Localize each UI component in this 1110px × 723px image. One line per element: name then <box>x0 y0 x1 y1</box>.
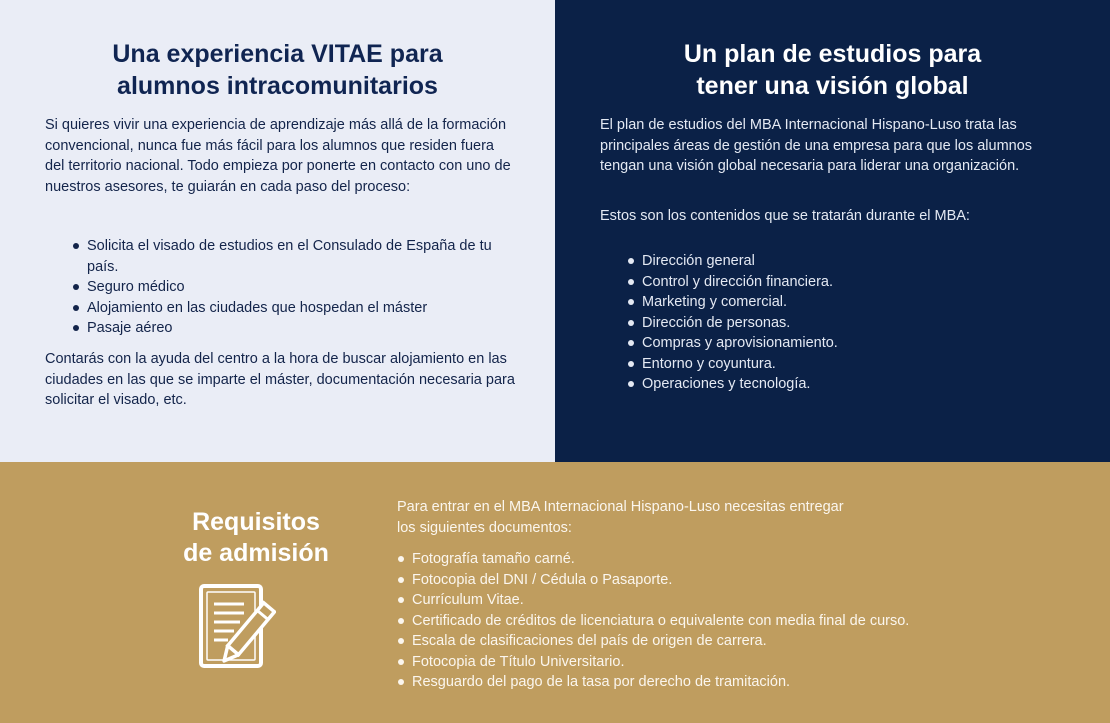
bullet-icon <box>73 325 79 331</box>
bullet-icon <box>398 638 404 644</box>
admission-title-line2: de admisión <box>183 539 329 567</box>
study-plan-title-line2: tener una visión global <box>696 72 969 100</box>
list-item-text: Dirección de personas. <box>642 314 791 331</box>
bullet-icon <box>628 340 634 346</box>
intracommunity-title-line1: Una experiencia VITAE para <box>112 40 443 68</box>
list-item <box>627 333 1067 354</box>
bullet-icon <box>398 597 404 603</box>
document-pencil-icon <box>196 582 276 674</box>
list-item-text: Pasaje aéreo <box>87 320 173 336</box>
list-item <box>397 570 1037 591</box>
list-item-text: Fotocopia del DNI / Cédula o Pasaporte. <box>412 571 673 588</box>
list-item <box>627 313 1067 334</box>
list-item <box>397 672 1037 693</box>
list-item <box>397 590 1037 611</box>
list-item <box>627 272 1067 293</box>
list-item <box>72 318 522 339</box>
bullet-icon <box>73 305 79 311</box>
bullet-icon <box>628 299 634 305</box>
list-item-text: Escala de clasificaciones del país de origen de carrera. <box>412 633 767 649</box>
bullet-icon <box>398 659 404 665</box>
admission-intro-line2: los siguientes documentos: <box>397 519 572 536</box>
bullet-icon <box>628 361 634 367</box>
list-item-text: Solicita el visado de estudios en el Consulado de España de tu país. <box>87 238 492 275</box>
intracommunity-title-line2: alumnos intracomunitarios <box>117 72 438 100</box>
list-item-text: Entorno y coyuntura. <box>642 355 776 372</box>
admission-intro <box>397 497 957 538</box>
list-item <box>397 611 1037 632</box>
bullet-icon <box>73 284 79 290</box>
admission-documents-list <box>397 549 1037 693</box>
intracommunity-intro: Si quieres vivir una experiencia de aprendizaje más allá de la formación convencional, nunca fue más fácil para los alumnos que residen fuera del territorio nacional. Todo empieza por ponerte en contacto con uno de nuestros asesores, te guiarán en cada paso del proceso: <box>45 117 511 195</box>
list-item-text: Resguardo del pago de la tasa por derecho de tramitación. <box>412 674 791 690</box>
admission-intro-line1: Para entrar en el MBA Internacional Hispano-Luso necesitas entregar <box>397 499 844 515</box>
admission-title-line1: Requisitos <box>192 508 320 536</box>
list-item-text: Fotografía tamaño carné. <box>412 551 575 567</box>
bullet-icon <box>628 320 634 326</box>
list-item-text: Fotocopia de Título Universitario. <box>412 653 625 670</box>
study-plan-title <box>595 38 1070 102</box>
study-plan-contents-intro: Estos son los contenidos que se tratarán durante el MBA: <box>600 208 970 224</box>
list-item-text: Certificado de créditos de licenciatura o equivalente con media final de curso. <box>412 612 910 629</box>
list-item <box>397 631 1037 652</box>
bullet-icon <box>628 279 634 285</box>
intracommunity-title <box>40 38 515 102</box>
list-item <box>627 251 1067 272</box>
list-item-text: Operaciones y tecnología. <box>642 376 811 392</box>
bullet-icon <box>398 679 404 685</box>
intracommunity-outro: Contarás con la ayuda del centro a la hora de buscar alojamiento en las ciudades en las que se imparte el máster, documentación necesaria para solicitar el visado, etc. <box>45 351 515 408</box>
bullet-icon <box>398 577 404 583</box>
list-item-text: Alojamiento en las ciudades que hospedan el máster <box>87 299 428 316</box>
list-item <box>397 652 1037 673</box>
study-plan-contents-list <box>627 251 1067 395</box>
list-item-text: Seguro médico <box>87 279 185 295</box>
bullet-icon <box>628 381 634 387</box>
list-item-text: Currículum Vitae. <box>412 592 524 608</box>
list-item <box>72 277 522 298</box>
list-item <box>627 374 1067 395</box>
list-item <box>72 236 522 277</box>
list-item <box>627 354 1067 375</box>
list-item-text: Marketing y comercial. <box>642 294 788 310</box>
list-item <box>627 292 1067 313</box>
list-item <box>72 298 522 319</box>
study-plan-title-line1: Un plan de estudios para <box>683 40 982 68</box>
bullet-icon <box>628 258 634 264</box>
list-item-text: Compras y aprovisionamiento. <box>642 335 838 351</box>
study-plan-panel <box>555 0 1110 462</box>
intracommunity-steps-list <box>72 236 522 339</box>
list-item-text: Control y dirección financiera. <box>642 273 834 290</box>
list-item-text: Dirección general <box>642 253 755 269</box>
study-plan-intro: El plan de estudios del MBA Internacional Hispano-Luso trata las principales áreas de gestión de una empresa para que los alumnos tengan una visión global necesaria para liderar una organización. <box>600 117 1033 174</box>
bullet-icon <box>398 556 404 562</box>
admission-requirements-title <box>120 507 392 569</box>
list-item <box>397 549 1037 570</box>
bullet-icon <box>73 243 79 249</box>
bullet-icon <box>398 618 404 624</box>
